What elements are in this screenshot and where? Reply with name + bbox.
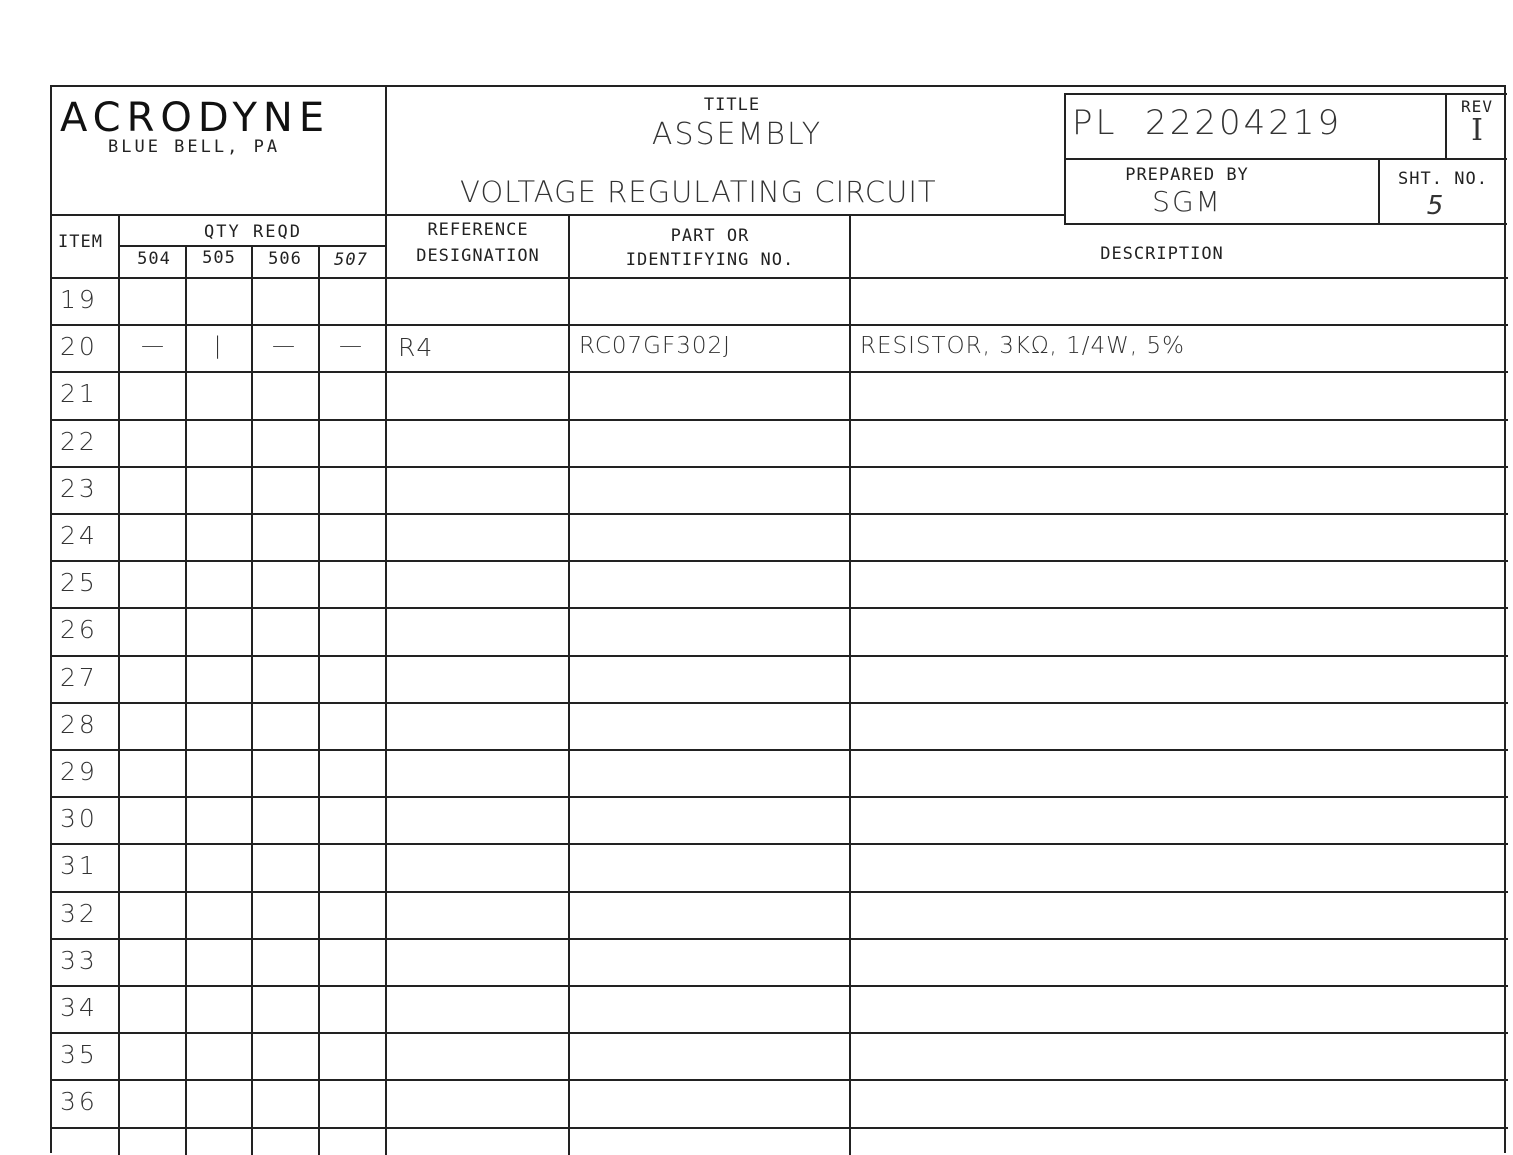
- sheet-number-label: SHT. NO.: [1398, 169, 1488, 189]
- col-header-qty-506: 506: [268, 249, 302, 269]
- col-header-qty-reqd: QTY REQD: [204, 222, 302, 242]
- cell-item-number: 30: [60, 804, 98, 834]
- col-header-qty-505: 505: [202, 248, 236, 268]
- table-row: [52, 513, 1508, 560]
- table-row: [52, 796, 1508, 843]
- cell-item-number: 22: [60, 426, 98, 456]
- cell-item-number: 19: [60, 285, 98, 314]
- table-row: [52, 938, 1508, 985]
- cell-item-number: 29: [60, 757, 98, 786]
- col-header-qty-504: 504: [137, 249, 171, 269]
- rev-value: I: [1471, 113, 1483, 148]
- parts-list-form: [50, 85, 1506, 1153]
- cell-item-number: 35: [60, 1040, 98, 1070]
- table-row: [52, 560, 1508, 607]
- cell-item-number: 34: [60, 993, 98, 1022]
- table-row: [52, 1079, 1508, 1126]
- cell-item-number: 20: [60, 332, 98, 362]
- prepared-by-value: SGM: [1152, 185, 1222, 218]
- table-row: [52, 891, 1508, 938]
- col-header-description: DESCRIPTION: [1100, 244, 1224, 264]
- table-row: [52, 324, 1508, 371]
- cell-item-number: 24: [60, 521, 98, 550]
- company-location: BLUE BELL, PA: [108, 137, 281, 157]
- col-header-part-2: IDENTIFYING NO.: [625, 250, 795, 270]
- cell-part-number: RC07GF302J: [579, 333, 731, 360]
- table-row: [52, 277, 1508, 324]
- title-line-2: VOLTAGE REGULATING CIRCUIT: [460, 175, 937, 209]
- table-row: [52, 466, 1508, 513]
- cell-item-number: 28: [60, 709, 98, 739]
- cell-qty-506: —: [272, 333, 296, 360]
- title-label: TITLE: [703, 95, 761, 115]
- col-header-qty-507: 507: [334, 250, 368, 270]
- table-row: [52, 702, 1508, 749]
- cell-description: RESISTOR, 3KΩ, 1/4W, 5%: [860, 333, 1186, 360]
- cell-item-number: 33: [60, 945, 98, 975]
- rev-label: REV: [1461, 97, 1493, 116]
- table-row: [52, 843, 1508, 890]
- col-header-reference-1: REFERENCE: [427, 220, 529, 240]
- table-row: [52, 749, 1508, 796]
- cell-item-number: 27: [60, 662, 98, 692]
- part-list-number: PL 22204219: [1072, 103, 1343, 143]
- cell-item-number: 36: [60, 1087, 98, 1117]
- col-header-reference-2: DESIGNATION: [416, 246, 540, 266]
- table-row: [52, 607, 1508, 654]
- table-row: [52, 985, 1508, 1032]
- company-name: ACRODYNE: [60, 95, 331, 141]
- cell-item-number: 31: [60, 851, 98, 881]
- table-row: [52, 1032, 1508, 1079]
- cell-qty-504: —: [141, 333, 165, 360]
- cell-item-number: 21: [60, 379, 98, 409]
- cell-reference: R4: [398, 333, 434, 363]
- cell-item-number: 25: [60, 568, 98, 598]
- cell-qty-507: —: [339, 333, 363, 360]
- table-row: [52, 655, 1508, 702]
- cell-qty-505: |: [213, 333, 223, 360]
- col-header-item: ITEM: [58, 232, 103, 252]
- cell-item-number: 32: [60, 898, 98, 928]
- prepared-by-label: PREPARED BY: [1125, 165, 1249, 185]
- col-header-part-1: PART OR: [670, 226, 750, 246]
- cell-item-number: 23: [60, 473, 98, 503]
- cell-item-number: 26: [60, 615, 98, 645]
- table-row: [52, 419, 1508, 466]
- sheet-number-value: 5: [1426, 191, 1444, 221]
- title-line-1: ASSEMBLY: [651, 117, 823, 152]
- table-row: [52, 371, 1508, 418]
